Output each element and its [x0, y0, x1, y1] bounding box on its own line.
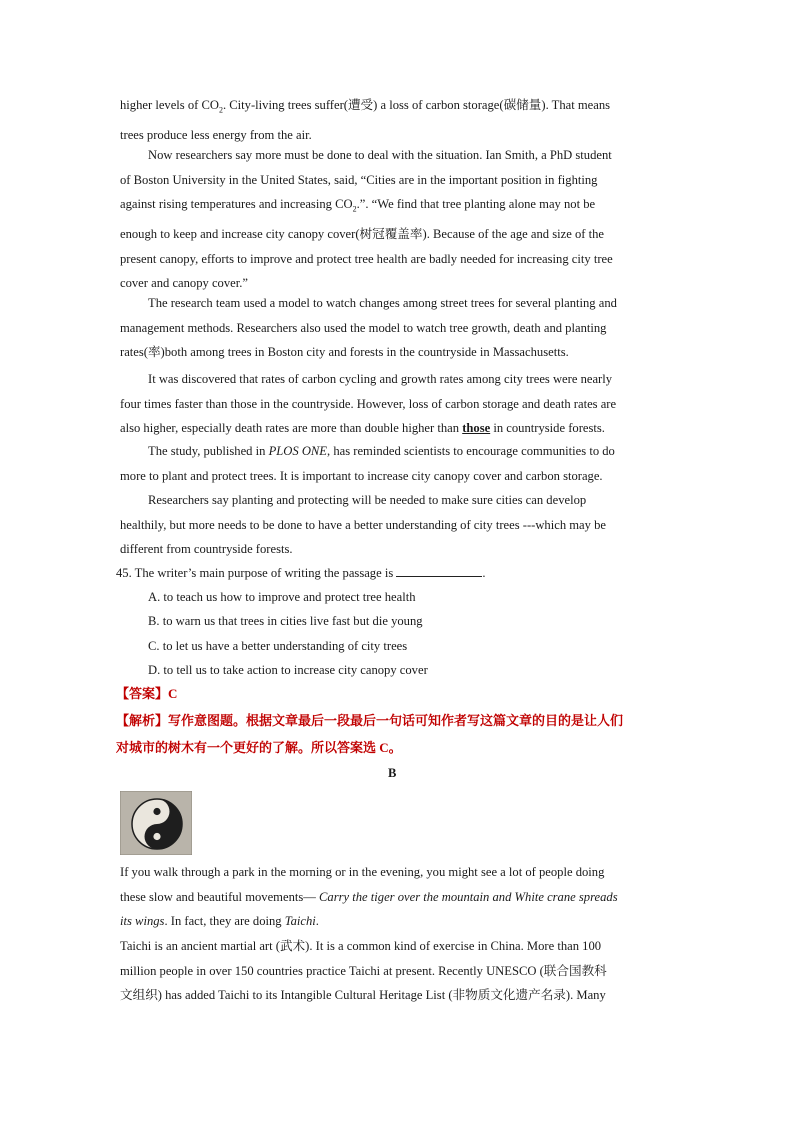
paragraph-5: The study, published in PLOS ONE, has reminded scientists to encourage communities to do more to plant and protect trees. It is important to increase city canopy cover and carbon storage. [120, 444, 615, 483]
answer-line [116, 682, 177, 706]
section-title-b: B [388, 766, 397, 780]
option-a: A. to teach us how to improve and protect tree health [148, 590, 416, 604]
section-b-paragraph-2: Taichi is an ancient martial art (武术). It is a common kind of exercise in China. More than 100 million people in over 150 countries practice Taichi at present. Recently UNESCO (联合国教科 文组织) has added Taichi to its Intangible Cultural Heritage List (非物质文化遗产名录). Many [120, 939, 607, 1003]
paragraph-1: higher levels of $CO_2$. City-living trees suffer(遭受) a loss of carbon storage(碳储量). That means trees produce less energy from the air. [120, 98, 611, 143]
question-45: 45. The writer’s main purpose of writing the passage is . [116, 561, 486, 586]
answer-blank [396, 563, 482, 577]
option-c: C. to let us have a better understanding of city trees [148, 639, 408, 653]
option-b: B. to warn us that trees in cities live fast but die young [148, 614, 423, 628]
paragraph-2: Now researchers say more must be done to deal with the situation. Ian Smith, a PhD student of Boston University in the United States, said, “Cities are in the important position in fighting against rising temperatures and increasing $CO_2$.”. “We find that tree planting alone may not be enough to keep and increase city canopy cover(树冠覆盖率). Because of the age and size of the present canopy, efforts to improve and protect tree health are badly needed for increasing city tree cover and canopy cover.” [120, 148, 613, 291]
analysis-block: 【解析】写作意图题。根据文章最后一段最后一句话可知作者写这篇文章的目的是让人们 对城市的树木有一个更好的了解。所以答案选 C。 [116, 713, 624, 755]
paragraph-4: It was discovered that rates of carbon cycling and growth rates among city trees were nearly four times faster than those in the countryside. However, loss of carbon storage and death rates are also higher, especially death rates are more than double higher than those in countryside forests. [120, 372, 617, 436]
option-d: D. to tell us to take action to increase city canopy cover [148, 663, 428, 677]
section-b-paragraph-1: If you walk through a park in the morning or in the evening, you might see a lot of people doing these slow and beautiful movements— Carry the tiger over the mountain and White crane spreads its wings. In fact, they are doing Taichi. [120, 865, 618, 929]
paragraph-6: Researchers say planting and protecting will be needed to make sure cities can develop healthily, but more needs to be done to have a better understanding of city trees ---which may be different from countryside forests. [120, 493, 606, 557]
analysis-label: 【解析】 [116, 713, 169, 728]
paragraph-3: The research team used a model to watch changes among street trees for several planting and management methods. Researchers also used the model to watch tree growth, death and planting rates(率)both among trees in Boston city and forests in the countryside in Massachusetts. [120, 296, 617, 360]
answer-label: 【答案】 [116, 686, 169, 701]
answer-value: C [168, 686, 178, 701]
yin-yang-icon [120, 791, 192, 855]
underlined-word-those: those [462, 421, 491, 436]
